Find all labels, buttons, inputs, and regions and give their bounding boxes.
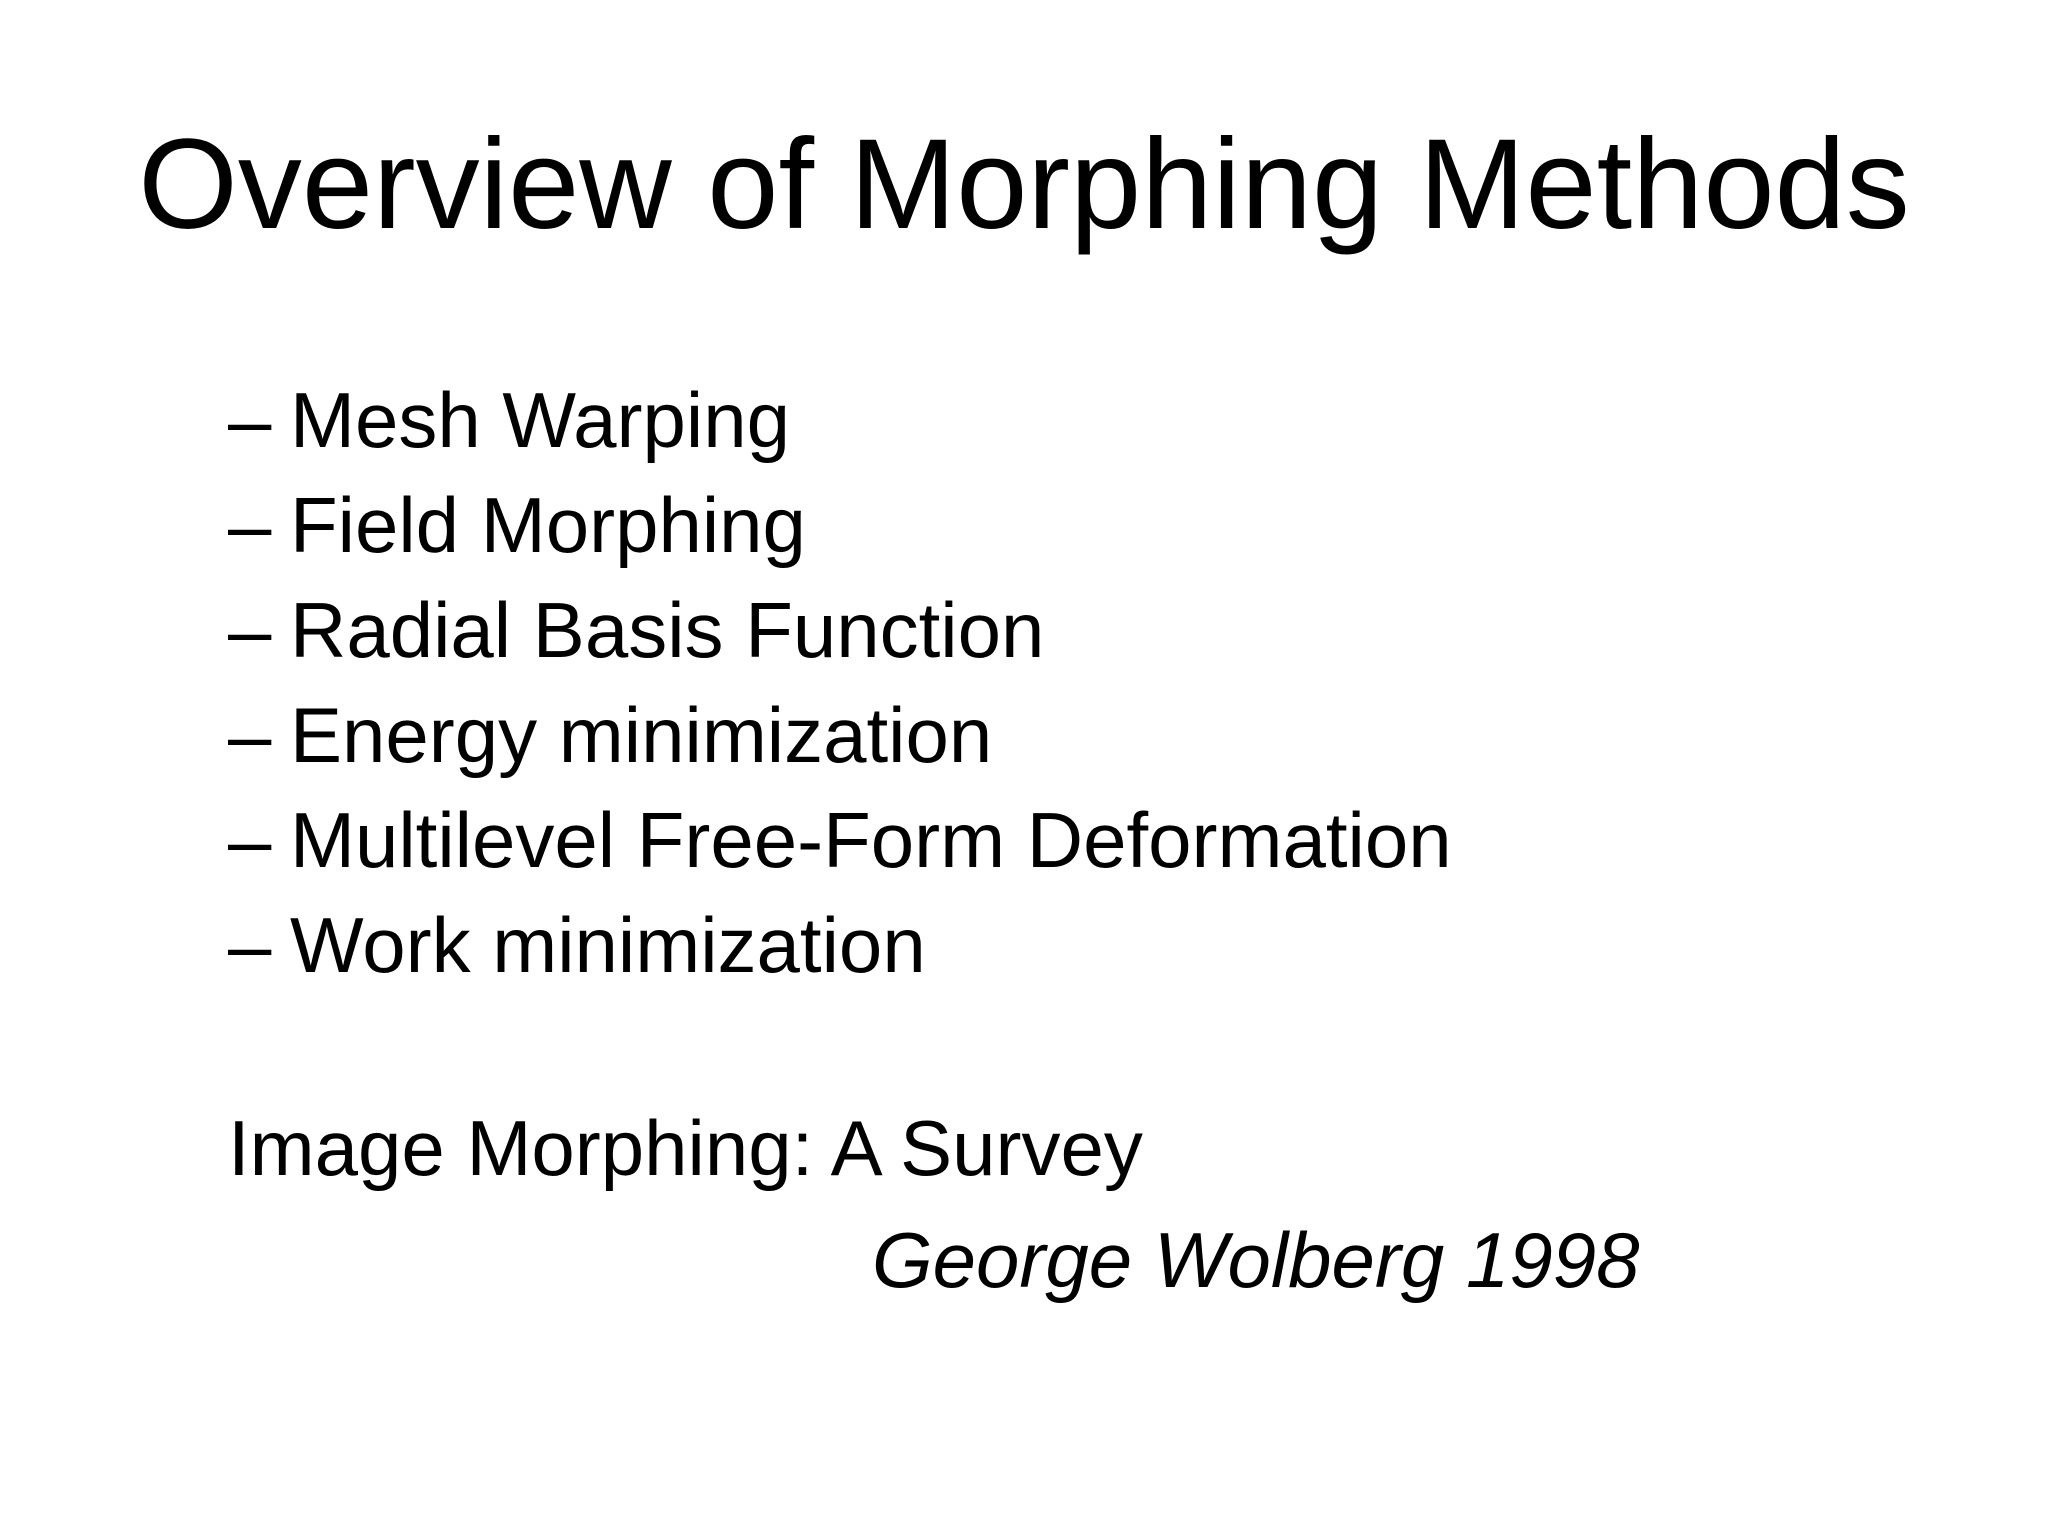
dash-marker: – bbox=[228, 481, 272, 569]
list-item bbox=[228, 788, 1452, 893]
list-item bbox=[228, 578, 1452, 683]
reference-author: George Wolberg 1998 bbox=[872, 1216, 1640, 1304]
list-item-text: Work minimization bbox=[290, 901, 926, 989]
dash-marker: – bbox=[228, 376, 272, 464]
dash-marker: – bbox=[228, 901, 272, 989]
list-item-text: Radial Basis Function bbox=[290, 586, 1045, 674]
dash-marker: – bbox=[228, 796, 272, 884]
reference-title: Image Morphing: A Survey bbox=[228, 1104, 1143, 1192]
list-item bbox=[228, 683, 1452, 788]
dash-marker: – bbox=[228, 586, 272, 674]
list-item bbox=[228, 473, 1452, 578]
list-item bbox=[228, 893, 1452, 998]
slide-title: Overview of Morphing Methods bbox=[138, 113, 1910, 256]
list-item-text: Energy minimization bbox=[290, 691, 993, 779]
list-item-text: Field Morphing bbox=[290, 481, 806, 569]
list-item-text: Mesh Warping bbox=[290, 376, 790, 464]
method-list bbox=[228, 368, 1452, 998]
dash-marker: – bbox=[228, 691, 272, 779]
list-item-text: Multilevel Free-Form Deformation bbox=[290, 796, 1452, 884]
list-item bbox=[228, 368, 1452, 473]
